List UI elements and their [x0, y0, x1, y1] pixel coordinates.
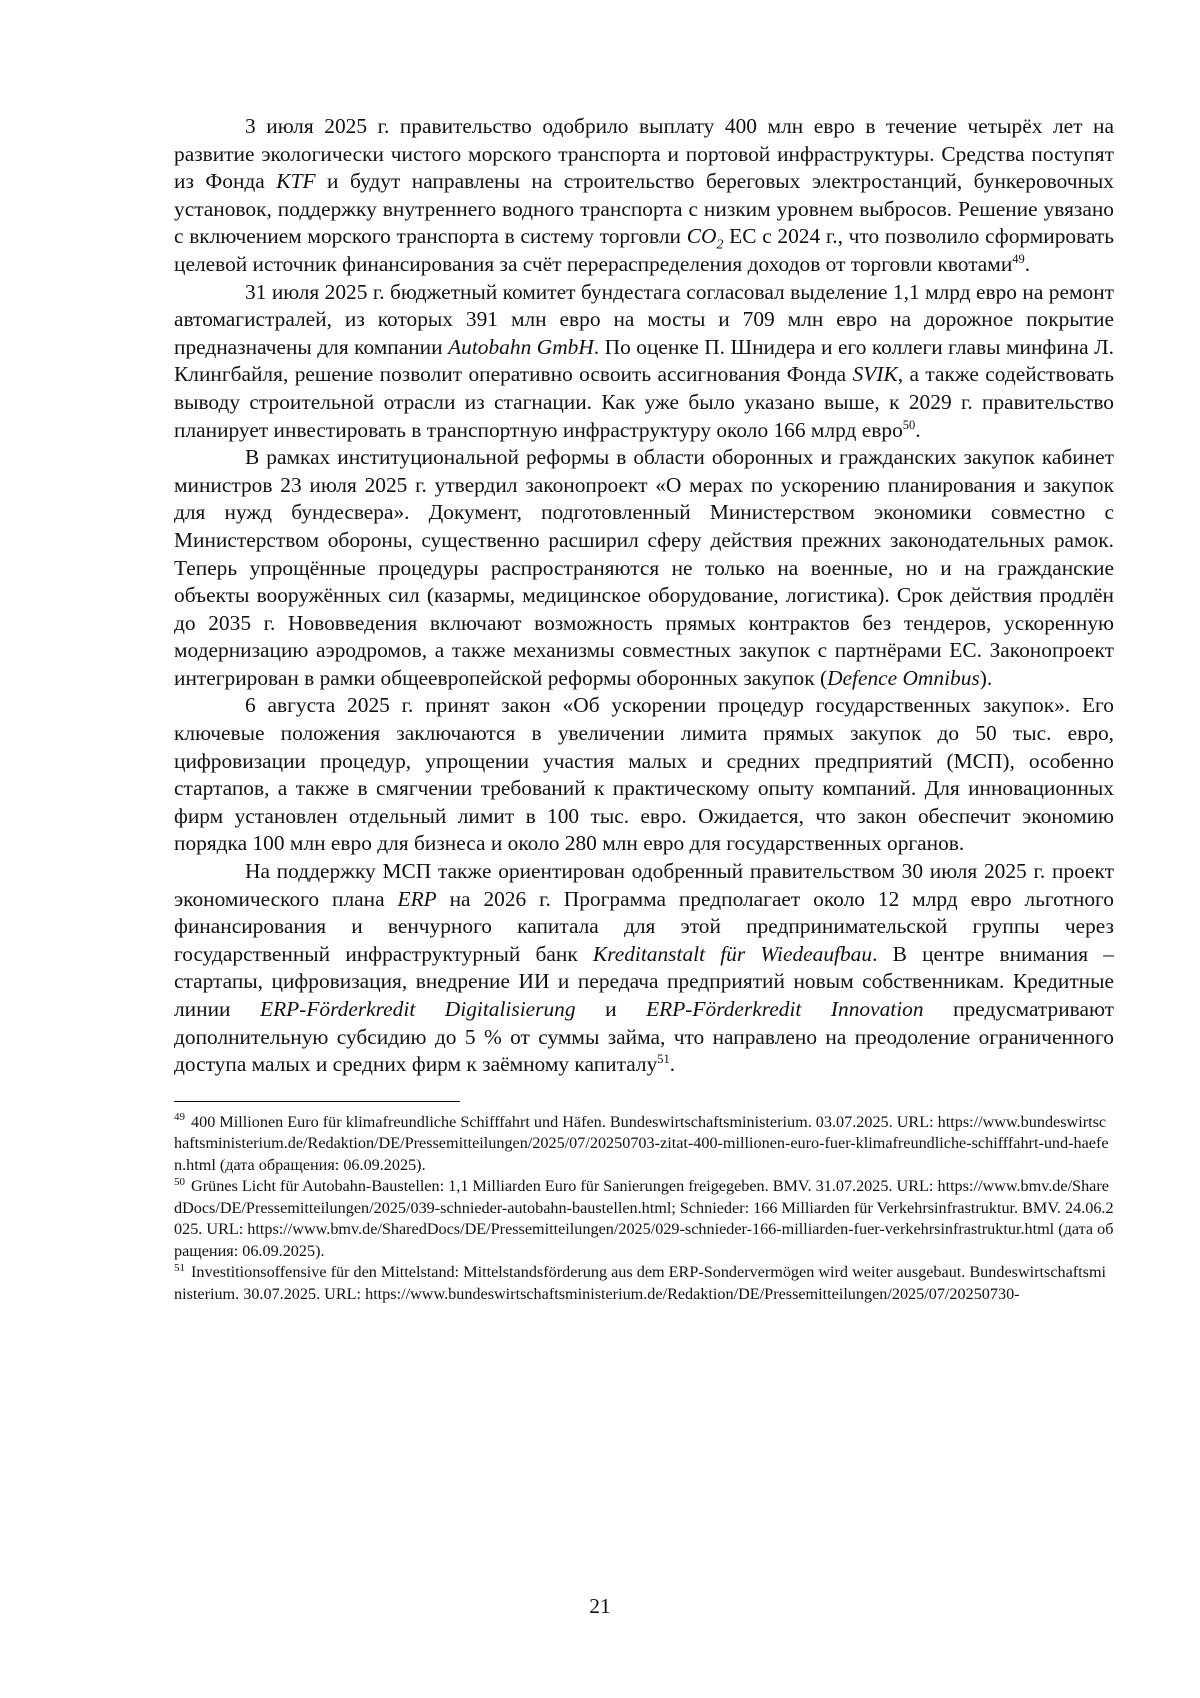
- italic-term-ktf: KTF: [276, 169, 316, 194]
- italic-term-autobahn: Autobahn GmbH: [448, 334, 594, 359]
- italic-term-defence-omnibus: Defence Omnibus: [827, 665, 980, 690]
- text-run: 31 июля 2025 г. бюджетный комитет бундестага согласовал выделение 1,1 млрд евро на ремонт автомагистралей, из которых 391 млн евро на мосты и 709 млн евро на дорожное покрытие предназначены для компании: [174, 279, 1114, 359]
- italic-term-kfw: Kreditanstalt für Wiedeaufbau: [592, 941, 873, 966]
- footnote-49: [174, 1112, 1114, 1177]
- paragraph-autobahn: [174, 279, 1114, 445]
- paragraph-procurement-law: [174, 692, 1114, 858]
- footnote-50: [174, 1176, 1114, 1262]
- text-run: ).: [979, 665, 993, 690]
- text-run: .: [669, 1052, 676, 1077]
- footnote-text: 400 Millionen Euro für klimafreundliche Schifffahrt und Häfen. Bundeswirtschaftsministerium. 03.07.2025. URL: https://www.bundeswirtschaftsministerium.de/Redaktion/DE/Pressemitteilungen/2025/07/20250703-zitat-400-millionen-euro-fuer-klimafreundliche-schifffahrt-und-haefen.html (дата обращения: 06.09.2025).: [174, 1112, 1109, 1174]
- text-run: .: [915, 417, 921, 442]
- text-run: . По оценке П. Шнидера и его коллеги главы минфина Л. Клингбайля, решение позволит оперативно освоить ассигнования Фонда: [174, 334, 1114, 387]
- body-text: [174, 113, 1114, 1079]
- text-run: на 2026 г. Программа предполагает около 12 млрд евро льготного финансирования и венчурного капитала для этой предпринимательской группы через государственный инфраструктурный банк: [174, 886, 1114, 966]
- text-run: 6 августа 2025 г. принят закон «Об ускорении процедур государственных закупок». Его ключевые положения заключаются в увеличении лимита прямых закупок до 50 тыс. евро, цифровизации процедур, упрощении участия малых и средних предприятий (МСП), особенно стартапов, а также в смягчении требований к практическому опыту компаний. Для инновационных фирм установлен отдельный лимит в 100 тыс. евро. Ожидается, что закон обеспечит экономию порядка 100 млн евро для бизнеса и около 280 млн евро для государственных органов.: [174, 693, 1114, 856]
- footnote-reference-51[interactable]: 51: [657, 1052, 670, 1067]
- text-run: На поддержку МСП также ориентирован одобренный правительством 30 июля 2025 г. проект экономического плана: [174, 859, 1114, 911]
- page-number: 21: [589, 1594, 611, 1618]
- footnote-51: [174, 1262, 1114, 1305]
- text-run: . В центре внимания – стартапы, цифровизация, внедрение ИИ и передача предприятий новым собственникам. Кредитные линии: [174, 941, 1114, 1021]
- paragraph-defence-procurement: [174, 444, 1114, 692]
- footnote-text: Investitionsoffensive für den Mittelstand: Mittelstandsförderung aus dem ERP-Sondervermögen wird weiter ausgebaut. Bundeswirtschaftsministerium. 30.07.2025. URL: https://www.bundeswirtschaftsministerium.de/Redaktion/DE/Pressemitteilungen/2025/07/20250730-: [174, 1263, 1107, 1303]
- italic-term-erp-digitalisierung: ERP-Förderkredit Digitalisierung: [260, 997, 576, 1021]
- text-run: ЕС с 2024 г., что позволило сформировать целевой источник финансирования за счёт перераспределения доходов от торговли квотами: [174, 224, 1114, 276]
- footnote-reference-49[interactable]: 49: [1012, 251, 1025, 266]
- text-run: и: [575, 997, 647, 1021]
- page-content: [174, 113, 1114, 1305]
- co2-subscript: 2: [716, 237, 724, 253]
- paragraph-ktf-fund: [174, 113, 1114, 279]
- text-run: В рамках институциональной реформы в области оборонных и гражданских закупок кабинет министров 23 июля 2025 г. утвердил законопроект «О мерах по ускорению планирования и закупок для нужд бундесвера». Документ, подготовленный Министерством экономики совместно с Министерством обороны, существенно расширил сферу действия прежних законодательных рамок. Теперь упрощённые процедуры распространяются не только на военные, но и на гражданские объекты вооружённых сил (казармы, медицинское оборудование, логистика). Срок действия продлён до 2035 г. Нововведения включают возможность прямых контрактов без тендеров, ускоренную модернизацию аэродромов, а также механизмы совместных закупок с партнёрами ЕС. Законопроект интегрирован в рамки общеевропейской реформы оборонных закупок (: [174, 445, 1114, 690]
- text-run: и будут направлены на строительство береговых электростанций, бункеровочных установок, поддержку внутреннего водного транспорта с низким уровнем выбросов. Решение увязано с включением морского транспорта в систему торговли: [174, 169, 1115, 249]
- footnotes: [174, 1112, 1114, 1306]
- footnote-separator: [174, 1101, 460, 1102]
- text-run: , а также содействовать выводу строительной отрасли из стагнации. Как уже было указано выше, к 2029 г. правительство планирует инвестировать в транспортную инфраструктуру около 166 млрд евро: [174, 362, 1114, 442]
- footnote-reference-50[interactable]: 50: [902, 417, 916, 432]
- footnote-number: 49: [174, 1111, 185, 1124]
- italic-term-svik: SVIK: [852, 362, 898, 387]
- italic-term-erp: ERP: [397, 886, 437, 911]
- text-run: .: [1024, 251, 1031, 276]
- footnote-number: 50: [174, 1175, 185, 1188]
- co2-main: CO: [686, 224, 717, 249]
- footnote-text: Grünes Licht für Autobahn-Baustellen: 1,1 Milliarden Euro für Sanierungen freigegeben. BMV. 31.07.2025. URL: https://www.bmv.de/SharedDocs/DE/Pressemitteilungen/2025/039-schnieder-autobahn-baustellen.html; Schnieder: 166 Milliarden für Verkehrsinfrastruktur. BMV. 24.06.2025. URL: https://www.bmv.de/SharedDocs/DE/Pressemitteilungen/2025/029-schnieder-166-milliarden-fuer-verkehrsinfrastruktur.html (дата обращения: 06.09.2025).: [174, 1177, 1114, 1260]
- text-run: предусматривают дополнительную субсидию до 5 % от суммы займа, что направлено на преодоление ограниченного доступа малых и средних фирм к заёмному капиталу: [174, 997, 1114, 1077]
- paragraph-erp-plan: [174, 858, 1114, 1079]
- italic-term-erp-innovation: ERP-Förderkredit Innovation: [646, 997, 924, 1021]
- footnote-number: 51: [174, 1261, 185, 1274]
- italic-term-co2: [686, 224, 724, 253]
- text-run: 3 июля 2025 г. правительство одобрило выплату 400 млн евро в течение четырёх лет на развитие экологически чистого морского транспорта и портовой инфраструктуры. Средства поступят из Фонда: [174, 114, 1114, 194]
